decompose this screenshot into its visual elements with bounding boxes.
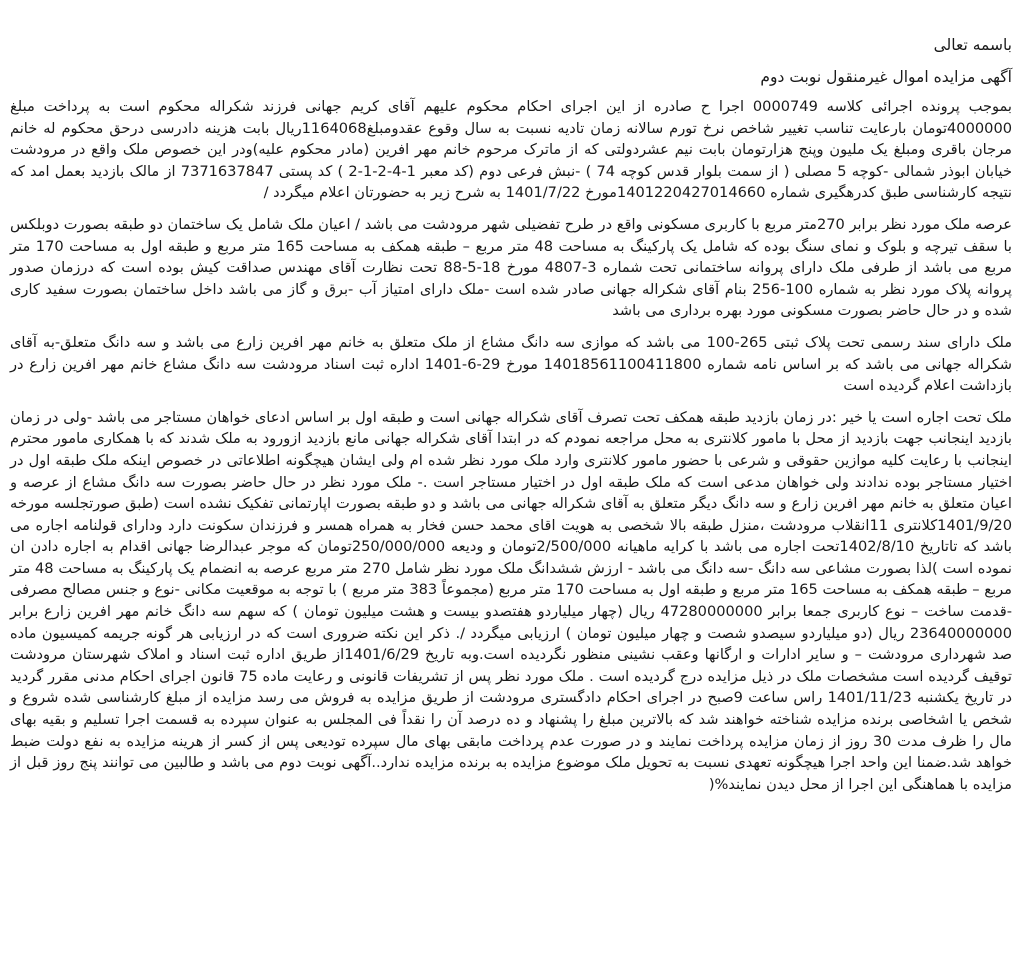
notice-title: آگهی مزایده اموال غیرمنقول نوبت دوم	[760, 68, 1012, 86]
paragraph-judgment: بموجب پرونده اجرائی کلاسه 0000749 اجرا ح صادره از این اجرای احکام محکوم علیهم آقای کریم جهانی فرزند شکراله محکوم است به پرداخت مبلغ 4000000تومان بارعایت تناسب تغییر شاخص نرخ تورم سالانه زمان تادیه نسبت به سال وقوع عقدومبلغ1164068ریال بابت هزینه دادرسی درحق محکوم له خانم مرجان باقری ومبلغ یک ملیون وپنج هزارتومان بابت نیم عشردولتی که از ماترک مرحوم خانم مهر افرین (مادر محکوم علیه)ودر این خصوص ملک واقع در مرودشت خیابان ابوذر شمالی -کوچه 5 مصلی ( از سمت بلوار قدس کوچه 74 ) -نبش فرعی دوم (کد معبر 1-4-2-1-2 ) کد پستی 7371637847 از مالک بازدید بعمل امد که نتیجه کارشناسی طبق کدرهگیری شماره 140122042701466‌0مورخ 1401/7/22 به شرح زیر به حضورتان اعلام میگردد /	[10, 98, 1013, 202]
paragraph-title-deed: ملک دارای سند رسمی تحت پلاک ثبتی 265-100 می باشد که موازی سه دانگ مشاع از ملک متعلق به خانم مهر افرین زارع می باشد و سه دانگ متعلق-به آقای شکراله جهانی می باشد که بر اساس نامه شماره 140185611004118‌00 مورخ 29-6-1401 اداره ثبت اسناد مرودشت سه دانگ مشاع خانم مهر افرین زارع در بازداشت اعلام گردیده است	[10, 333, 1013, 395]
paragraph-lease-and-auction: ملک تحت اجاره است یا خیر :در زمان بازدید طبقه همکف تحت تصرف آقای شکراله جهانی است و طبقه اول بر اساس ادعای خواهان مستاجر می باشد -ولی در زمان بازدید اینجانب جهت بازدید از محل با مامور کلانتری به محل مراجعه نمودم که در ابتدا آقای شکراله جهانی مانع بازدید ازورود به ملک شدند که با همکاری مامور محترم اینجانب با رعایت کلیه موازین حقوقی و شرعی با حضور مامور کلانتری وارد ملک مورد نظر شده ام ولی ایشان هیچگونه اطلاعاتی در خصوص اینکه ملک طبقه اول در اختیار مستاجر بوده ندادند ولی خواهان مدعی است که ملک طبقه اول در اختیار مستاجر است .- ملک مورد نظر در حال حاضر بصورت سه دانگ مشاع از عرصه و اعیان متعلق به خانم مهر افرین زارع و سه دانگ دیگر متعلق به آقای شکراله جهانی می باشد و دو طبقه بصورت اپارتمانی تفکیک نشده است (طبق صورتجلسه مورخه 1401/9/20کلانتری 11انقلاب مرودشت ،منزل طبقه بالا شخصی به هویت اقای محمد حسن فخار به همراه همسر و فرزندان سکونت دارد ودارای قولنامه اجاره می باشد که تاتاریخ 1402/8/10تحت اجاره می باشد با کرایه ماهیانه 2/500/000تومان و ودیعه 250/000/000تومان که موجر عبدالرضا جهانی اقدام به اجاره دادن ان نموده است )لذا بصورت مشاعی سه دانگ -سه دانگ می باشد - ارزش ششدانگ ملک مورد نظر شامل 270 متر مربع عرصه به انضمام یک پارکینگ به مساحت 48 متر مربع – طبقه همکف به مساحت 165 متر مربع و طبقه اول به مساحت 170 متر مربع (مجموعاً 383 متر مربع ) با توجه به موقعیت مکانی -نوع و جنس مصالح مصرفی -قدمت ساخت – نوع کاربری جمعا برابر 47280000000 ریال (چهار میلیاردو هفتصدو بیست و هشت میلیون تومان ) که سهم سه دانگ خانم مهر افرین زارع برابر 23640000000 ریال (دو میلیاردو سیصدو شصت و چهار میلیون تومان ) ارزیابی میگردد /. ذکر این نکته ضروری است که در ارزیابی هر گونه جریمه کمیسیون ماده صد شهرداری مرودشت – و سایر ادارات و ارگانها وعقب نشینی منظور نگردیده است.وبه تاریخ 1401/6/29از طریق اداره ثبت اسناد و املاک شهرستان مرودشت توقیف گردیده است مشخصات ملک در ذیل مزایده درج گردیده است . ملک مورد نظر پس از تشریفات قانونی و رعایت ماده 75 قانون اجرای احکام مدنی مقرر گردید در تاریخ یکشنبه 1401/11/23 راس ساعت 9صبح در اجرای احکام دادگستری مرودشت از طریق مزایده به فروش می رسد مزایده از مبلغ کارشناسی شده شروع و شخص یا اشخاصی برنده مزایده شناخته خواهند شد که بالاترین مبلغ را پشنهاد و ده درصد آن را نقداً فی المجلس به عنوان سپرده به قسمت اجرا تسلیم و بقیه بهای مال را ظرف مدت 30 روز از زمان مزایده پرداخت نمایند و در صورت عدم پرداخت مابقی بهای مال سپرده تودیعی پس از کسر از هرینه مزایده به نفع دولت ضبط خواهد شد.ضمنا این واحد اجرا هیچگونه تعهدی نسبت به تحویل ملک موضوع مزایده به برنده مزایده ندارد..آگهی نوبت دوم می باشد و طالبین می توانند پنج روز قبل از مزایده با هماهنگی این اجرا از محل دیدن نمایند%(	[10, 408, 1013, 793]
salutation: باسمه تعالی	[933, 36, 1012, 54]
paragraph-property-description: عرصه ملک مورد نظر برابر 270متر مربع با کاربری مسکونی واقع در طرح تفضیلی شهر مرودشت می باشد / اعیان ملک شامل یک ساختمان دو طبقه بصورت دوبلکس با سقف تیرچه و بلوک و نمای سنگ بوده که شامل یک پارکینگ به مساحت 48 متر مربع – طبقه همکف به مساحت 165 متر مربع و طبقه اول به مساحت 170 متر مربع می باشد از طرفی ملک دارای پروانه ساختمانی تحت شماره 3-4807 مورخ 18-5-88 تحت نظارت آقای مهندس صداقت کیش بوده است که درزمان صدور پروانه پلاک مورد نظر به شماره 100-256 بنام آقای شکراله جهانی صادر شده است -ملک دارای امتیاز آب -برق و گاز می باشد داخل ساختمان بصورت سفید کاری شده و در حال حاضر بصورت مسکونی مورد بهره برداری می باشد	[10, 215, 1012, 320]
